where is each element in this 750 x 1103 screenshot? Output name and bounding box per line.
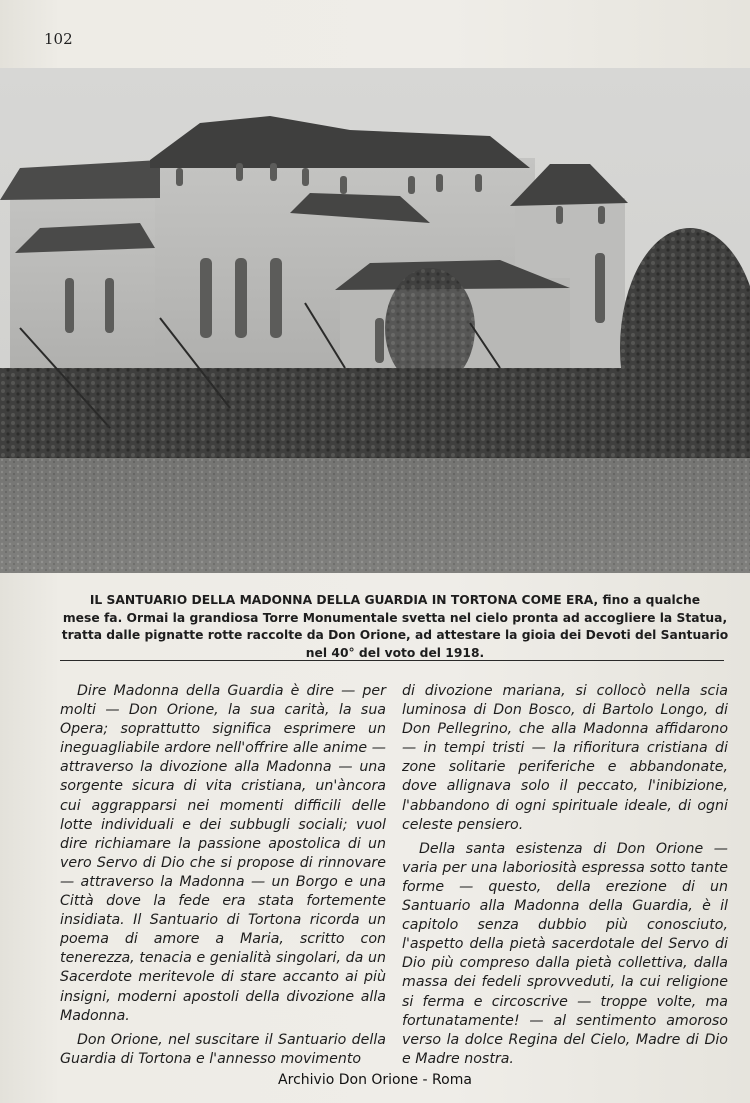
- caption-line: nel 40° del voto del 1918.: [305, 645, 485, 660]
- paragraph: di divozione mariana, si collocò nella scia luminosa di Don Bosco, di Bartolo Longo, di Don Pellegrino, che alla Madonna affidarono — in tempi tristi — la rifioritura cristiana di zone solitarie periferiche e abbandonate, dove allignava solo il peccato, l'inibizione, l'abbandono di ogni spirituale ideale, di ogni celeste pensiero.: [402, 683, 728, 833]
- paragraph: Della santa esistenza di Don Orione — varia per una laboriosità espressa sotto tante forme — questo, della erezione di un Santuario alla Madonna della Guardia, è il capitolo senza dubbio più conosciuto, l'aspetto della pietà sacerdotale del Servo di Dio più compreso dalla pietà collettiva, dalla massa dei fedeli sprovveduti, la cui religione si ferma e circoscrive — troppe volte, ma fortunatamente! — al sentimento amoroso verso la dolce Regina del Cielo, Madre di Dio e Madre nostra.: [402, 840, 728, 1067]
- paragraph: Don Orione, nel suscitare il Santuario della Guardia di Tortona e l'annesso movimento: [60, 1031, 386, 1067]
- photo-caption: [60, 592, 730, 662]
- caption-line: tratta dalle pignatte rotte raccolte da Don Orione, ad attestare la gioia dei Devoti del Santuario: [61, 628, 729, 642]
- caption-line: mese fa. Ormai la grandiosa Torre Monumentale svetta nel cielo pronta ad accogliere la Statua,: [62, 610, 728, 625]
- archive-footer: Archivio Don Orione - Roma: [278, 1072, 472, 1088]
- right-text-column: [402, 682, 728, 1069]
- sanctuary-photo: [0, 68, 750, 573]
- caption-line: IL SANTUARIO DELLA MADONNA DELLA GUARDIA IN TORTONA COME ERA, fino a qualche: [89, 593, 701, 607]
- page-number: 102: [44, 30, 73, 48]
- divider-rule: [60, 660, 724, 661]
- paragraph: Dire Madonna della Guardia è dire — per molti — Don Orione, la sua carità, la sua Opera; soprattutto significa esprimere un ineguagliabile ardore nell'offrire alle anime — attraverso la divozione alla Madonna — una sorgente sicura di vita cristiana, un'àncora cui aggrapparsi nei momenti difficili delle lotte individuali e dei subbugli sociali; vuol dire richiamare la passione apostolica di un vero Servo di Dio che si propose di rinnovare — attraverso la Madonna — un Borgo e una Città dove la fede era stata fortemente insidiata. Il Santuario di Tortona ricorda un poema di amore a Maria, scritto con tenerezza, tenacia e genialità singolari, da un Sacerdote meritevole di stare accanto ai più insigni, moderni apostoli della divozione alla Madonna.: [60, 683, 386, 1024]
- left-text-column: [60, 682, 386, 1069]
